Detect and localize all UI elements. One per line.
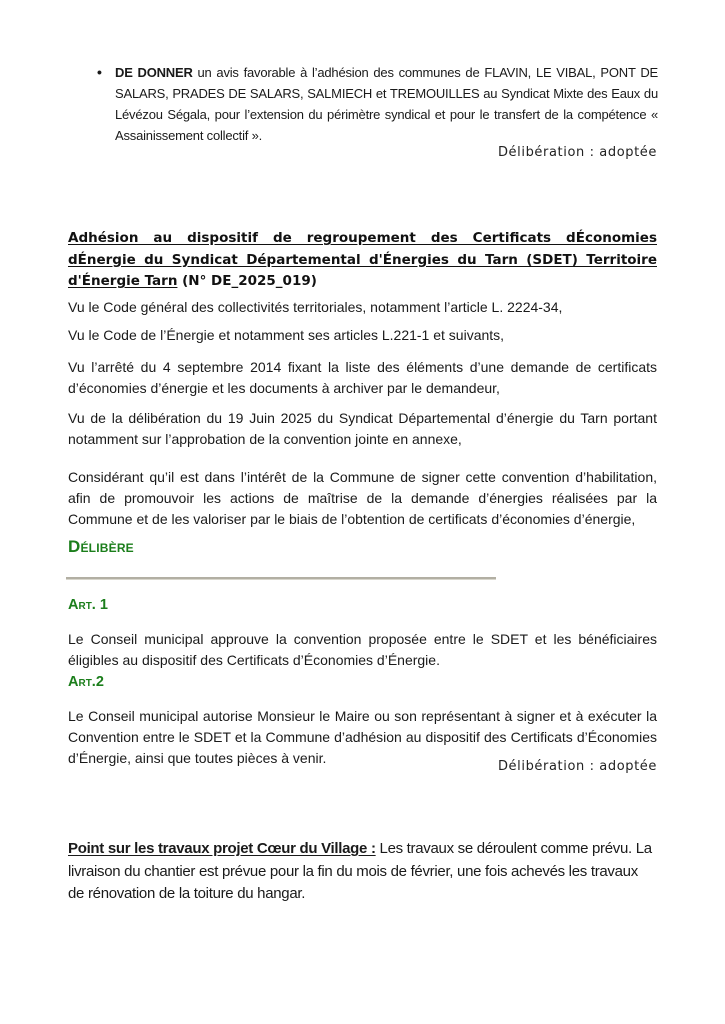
sdet-section-title <box>68 228 657 293</box>
recital-code-collectivites: Vu le Code général des collectivités territoriales, notamment l’article L. 2224-34, <box>68 299 563 315</box>
section-divider-rule <box>66 577 496 580</box>
article-1-label: Art. 1 <box>68 597 108 613</box>
travaux-paragraph <box>68 838 657 906</box>
article-1-text: Le Conseil municipal approuve la convention proposée entre le SDET et les bénéficiaires éligibles au dispositif des Certificats d’Économies d’Énergie. <box>68 631 657 668</box>
article-2-text: Le Conseil municipal autorise Monsieur le Maire ou son représentant à signer et à exécuter la Convention entre le SDET et la Commune d’adhésion au dispositif des Certificats d’Économies d’Énergie, ainsi que toutes pièces à venir. <box>68 708 657 766</box>
sdet-section-title-underlined: Adhésion au dispositif de regroupement des Certificats dÉconomies dÉnergie du Syndicat Départemental d'Énergies du Tarn (SDET) Territoire d'Énergie Tarn <box>68 230 657 289</box>
intro-bullet-text <box>115 62 658 146</box>
travaux-paragraph-body: Les travaux se déroulent comme prévu. La livraison du chantier est prévue pour la fin du mois de février, une fois achevés les travaux de rénovation de la toiture du hangar. <box>68 840 652 902</box>
recital-arrete-2014: Vu l’arrêté du 4 septembre 2014 fixant la liste des éléments d’une demande de certificats d’économies d’énergie et les documents à archiver par le demandeur, <box>68 359 657 396</box>
travaux-paragraph-lead: Point sur les travaux projet Cœur du Village : <box>68 840 376 857</box>
recital-considerant: Considérant qu’il est dans l’intérêt de la Commune de signer cette convention d’habilitation, afin de promouvoir les actions de maîtrise de la demande d’énergies réalisées par la Commune et de les valoriser par le biais de l’obtention de certificats d’économies d’énergie, <box>68 469 657 527</box>
sdet-section-title-ref: (N° DE_2025_019) <box>177 273 317 289</box>
bullet-icon: • <box>97 64 102 80</box>
deliberation-status-1: Délibération : adoptée <box>497 145 657 160</box>
recital-deliberation-sdet: Vu de la délibération du 19 Juin 2025 du Syndicat Départemental d’énergie du Tarn portant notamment sur l’approbation de la convention jointe en annexe, <box>68 410 657 447</box>
intro-bullet-body: un avis favorable à l’adhésion des communes de FLAVIN, LE VIBAL, PONT DE SALARS, PRADES DE SALARS, SALMIECH et TREMOUILLES au Syndicat Mixte des Eaux du Lévézou Ségala, pour l’extension du périmètre syndical et pour le transfert de la compétence « Assainissement collectif ». <box>115 65 658 143</box>
article-2-label: Art.2 <box>68 674 104 690</box>
intro-bullet-lead: DE DONNER <box>115 65 193 80</box>
recital-code-energie: Vu le Code de l’Énergie et notamment ses articles L.221-1 et suivants, <box>68 327 505 343</box>
intro-bullet-item <box>97 62 658 146</box>
delibere-heading: Délibère <box>68 537 134 556</box>
deliberation-status-2: Délibération : adoptée <box>497 759 657 774</box>
